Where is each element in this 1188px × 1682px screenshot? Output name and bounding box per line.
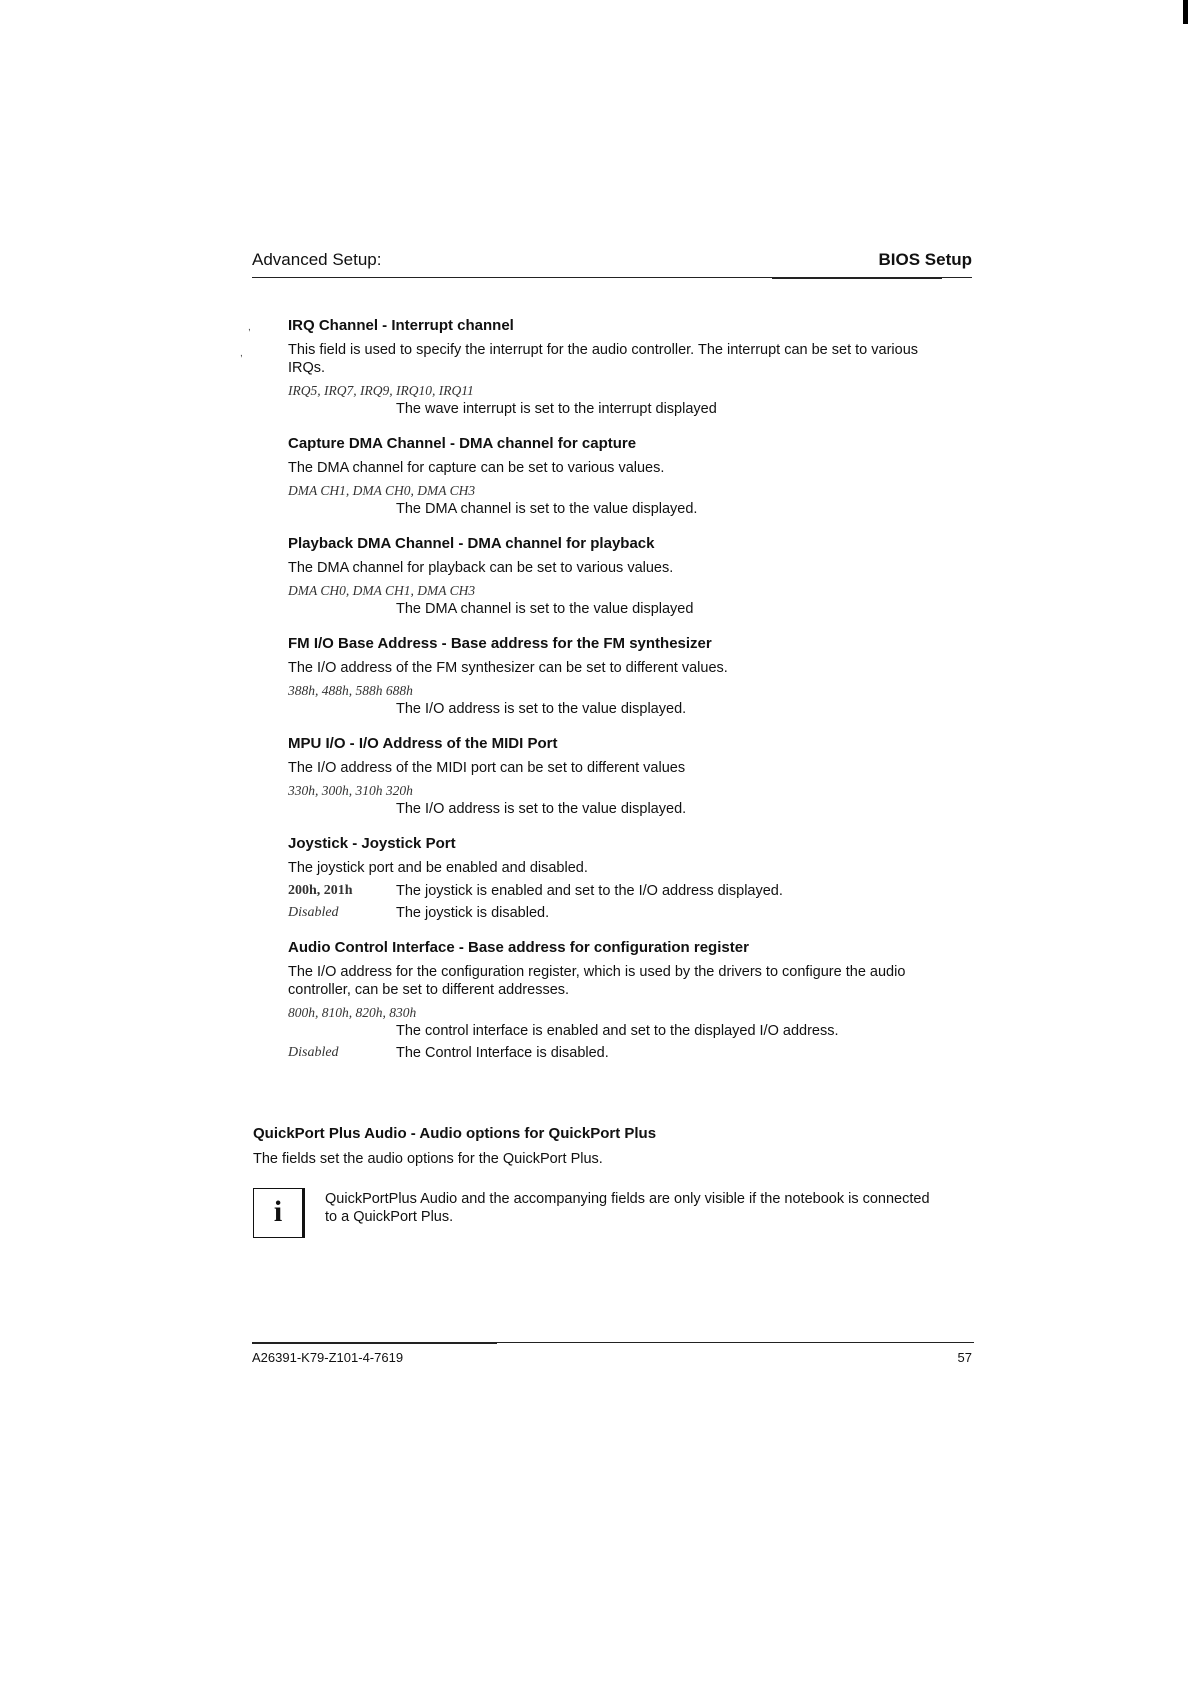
option-row (288, 904, 938, 922)
option-description: The control interface is enabled and set to the displayed I/O address. (396, 1023, 839, 1039)
section-description: The I/O address of the MIDI port can be set to different values (288, 760, 686, 776)
section-audio-control-interface (288, 938, 938, 1062)
option-row (288, 582, 938, 618)
option-values: 330h, 300h, 310h 320h (288, 783, 413, 798)
option-values: 800h, 810h, 820h, 830h (288, 1005, 417, 1020)
option-description: The I/O address is set to the value displayed. (396, 801, 687, 817)
header-rule-accent (772, 277, 942, 279)
option-values: IRQ5, IRQ7, IRQ9, IRQ10, IRQ11 (288, 383, 474, 398)
option-row (288, 1004, 938, 1040)
margin-mark: , (248, 322, 251, 333)
option-description: The wave interrupt is set to the interrupt displayed (396, 401, 717, 417)
section-capture-dma (288, 434, 938, 518)
page-header (252, 250, 972, 274)
section-title: Capture DMA Channel - DMA channel for capture (288, 435, 637, 452)
margin-mark: , (240, 348, 243, 359)
section-title: Playback DMA Channel - DMA channel for playback (288, 535, 655, 552)
section-title: MPU I/O - I/O Address of the MIDI Port (288, 735, 558, 752)
option-description: The DMA channel is set to the value displayed (396, 601, 694, 617)
section-title: Audio Control Interface - Base address for configuration register (288, 939, 749, 956)
option-values: 200h, 201h (288, 883, 353, 898)
section-joystick (288, 834, 938, 922)
section-description: The DMA channel for capture can be set to various values. (288, 460, 665, 476)
section-description: The I/O address for the configuration register, which is used by the drivers to configure the audio controller, can be set to different addresses. (288, 964, 906, 998)
section-description: The I/O address of the FM synthesizer can be set to different values. (288, 660, 728, 676)
section-description: This field is used to specify the interrupt for the audio controller. The interrupt can be set to various IRQs. (288, 342, 919, 376)
section-title: Joystick - Joystick Port (288, 835, 456, 852)
page-edge-mark (1183, 0, 1188, 24)
option-description: The DMA channel is set to the value displayed. (396, 501, 698, 517)
note-divider (302, 1188, 305, 1238)
section-mpu-io (288, 734, 938, 818)
section-irq-channel (288, 316, 938, 418)
option-description: The joystick is enabled and set to the I/O address displayed. (396, 883, 783, 899)
document-number: A26391-K79-Z101-4-7619 (252, 1350, 404, 1365)
option-row (288, 382, 938, 418)
footer-rule-accent (252, 1342, 497, 1344)
page-number: 57 (957, 1350, 972, 1365)
settings-content (288, 316, 938, 1078)
section-title: QuickPort Plus Audio - Audio options for QuickPort Plus (253, 1125, 657, 1142)
section-description: The joystick port and be enabled and disabled. (288, 860, 588, 876)
section-quickport-plus-audio (253, 1124, 953, 1173)
option-values: Disabled (288, 905, 339, 920)
note-text: QuickPortPlus Audio and the accompanying fields are only visible if the notebook is connected to a QuickPort Plus. (325, 1191, 930, 1225)
header-title: BIOS Setup (878, 250, 972, 269)
option-description: The Control Interface is disabled. (396, 1045, 609, 1061)
option-row (288, 682, 938, 718)
option-row (288, 782, 938, 818)
info-icon: i (253, 1188, 303, 1238)
option-description: The I/O address is set to the value displayed. (396, 701, 687, 717)
option-values: Disabled (288, 1045, 339, 1060)
info-note (253, 1188, 953, 1240)
option-row (288, 882, 938, 900)
section-description: The fields set the audio options for the QuickPort Plus. (253, 1151, 603, 1167)
option-row (288, 1044, 938, 1062)
section-fm-base-address (288, 634, 938, 718)
option-values: 388h, 488h, 588h 688h (288, 683, 413, 698)
section-title: FM I/O Base Address - Base address for the FM synthesizer (288, 635, 712, 652)
header-chapter: Advanced Setup: (252, 250, 382, 269)
section-description: The DMA channel for playback can be set to various values. (288, 560, 674, 576)
option-row (288, 482, 938, 518)
option-values: DMA CH0, DMA CH1, DMA CH3 (288, 583, 476, 598)
option-values: DMA CH1, DMA CH0, DMA CH3 (288, 483, 476, 498)
section-title: IRQ Channel - Interrupt channel (288, 317, 514, 334)
section-playback-dma (288, 534, 938, 618)
option-description: The joystick is disabled. (396, 905, 550, 921)
